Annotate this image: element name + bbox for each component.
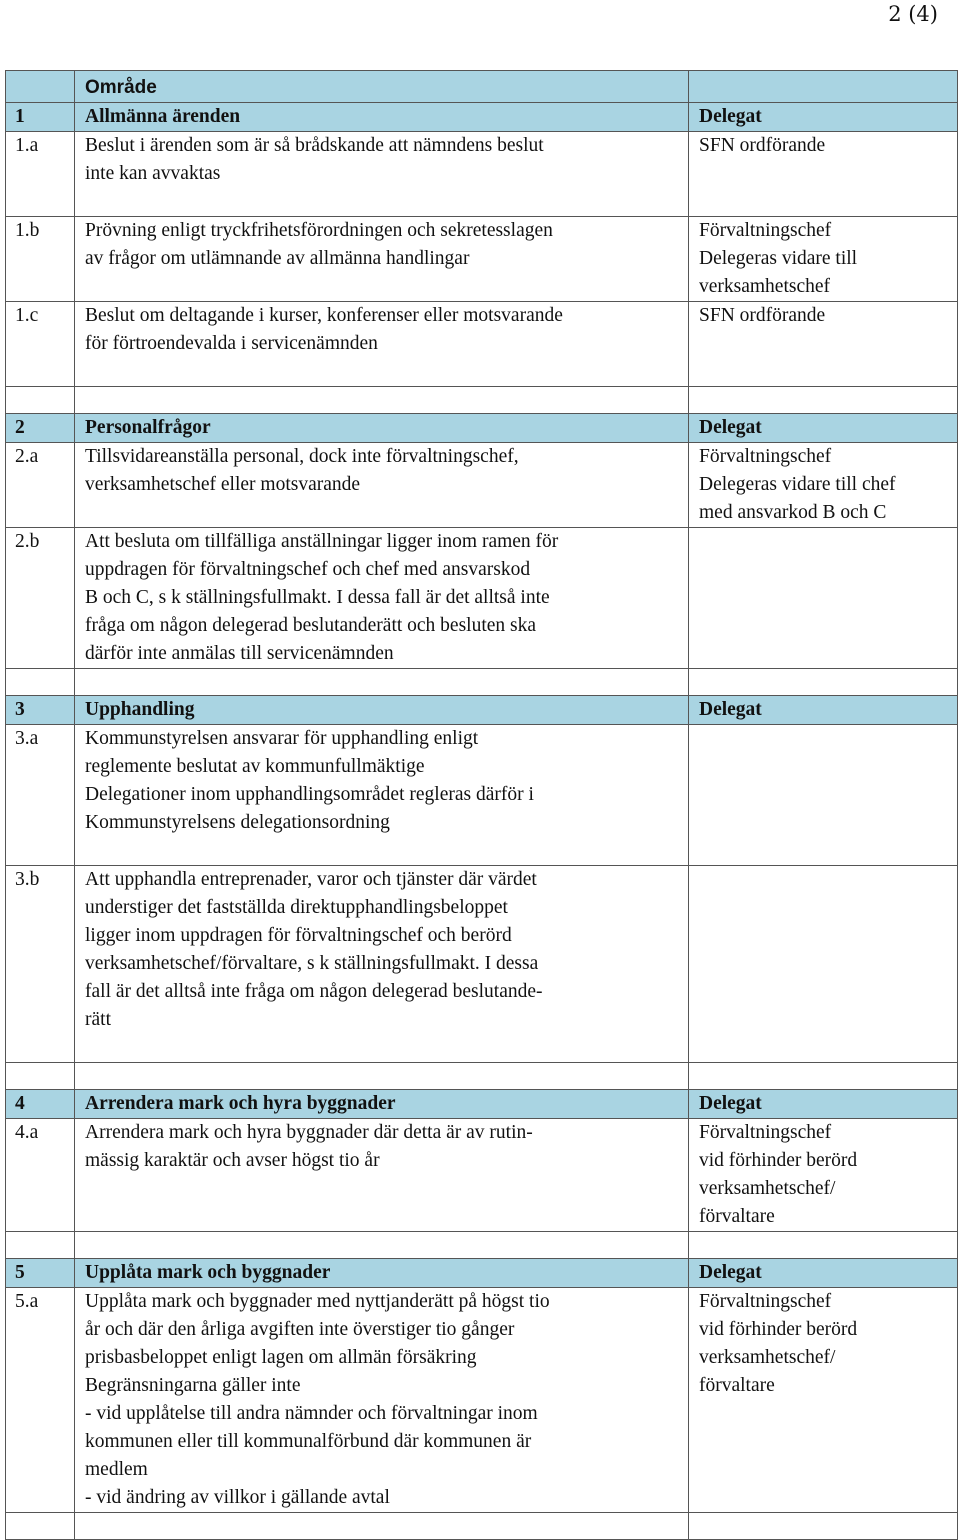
delegation-table [5, 70, 958, 1540]
delegate-header: Delegat [689, 1090, 958, 1119]
row-text: Tillsvidareanställa personal, dock inte förvaltningschef, verksamhetschef eller motsvarande [75, 443, 689, 528]
spacer-row [6, 669, 958, 696]
area-header: Område [75, 71, 689, 103]
row-text: Att besluta om tillfälliga anställningar ligger inom ramen för uppdragen för förvaltningschef och chef med ansvarskod B och C, s k ställningsfullmakt. I dessa fall är det alltså inte fråga om någon delegerad beslutanderätt och besluten ska därför inte anmälas till servicenämnden [75, 528, 689, 669]
section-number: 1 [6, 103, 75, 132]
section-header-row [6, 1090, 958, 1119]
row-text: Upplåta mark och byggnader med nyttjanderätt på högst tio år och där den årliga avgiften inte överstiger tio gånger prisbasbeloppet enligt lagen om allmän försäkring Begränsningarna gäller inte - vid upplåtelse till andra nämnder och förvaltningar inom kommunen eller till kommunalförbund där kommunen är medlem - vid ändring av villkor i gällande avtal [75, 1288, 689, 1513]
row-id: 1.a [6, 132, 75, 217]
row-delegate: Förvaltningschef Delegeras vidare till verksamhetschef [689, 217, 958, 302]
row-id: 3.b [6, 866, 75, 1063]
row-text: Beslut i ärenden som är så brådskande att nämndens beslut inte kan avvaktas [75, 132, 689, 217]
section-title: Upplåta mark och byggnader [75, 1259, 689, 1288]
section-header-row [6, 1259, 958, 1288]
row-text: Prövning enligt tryckfrihetsförordningen och sekretesslagen av frågor om utlämnande av allmänna handlingar [75, 217, 689, 302]
delegate-header: Delegat [689, 1259, 958, 1288]
table-row [6, 528, 958, 669]
area-header-empty [6, 71, 75, 103]
table-row [6, 217, 958, 302]
spacer-row [6, 1232, 958, 1259]
row-delegate [689, 528, 958, 669]
area-header-empty-right [689, 71, 958, 103]
delegate-header: Delegat [689, 414, 958, 443]
table-row [6, 302, 958, 387]
row-id: 1.c [6, 302, 75, 387]
section-header-row [6, 414, 958, 443]
row-text: Beslut om deltagande i kurser, konferenser eller motsvarande för förtroendevalda i servicenämnden [75, 302, 689, 387]
section-title: Allmänna ärenden [75, 103, 689, 132]
area-header-row [6, 71, 958, 103]
table-row [6, 443, 958, 528]
section-title: Arrendera mark och hyra byggnader [75, 1090, 689, 1119]
section-number: 2 [6, 414, 75, 443]
section-title: Personalfrågor [75, 414, 689, 443]
spacer-row [6, 1063, 958, 1090]
delegate-header: Delegat [689, 696, 958, 725]
row-delegate: Förvaltningschef vid förhinder berörd verksamhetschef/ förvaltare [689, 1119, 958, 1232]
row-delegate [689, 725, 958, 866]
section-header-row [6, 696, 958, 725]
section-number: 3 [6, 696, 75, 725]
row-delegate: Förvaltningschef Delegeras vidare till chef med ansvarkod B och C [689, 443, 958, 528]
table-row [6, 1119, 958, 1232]
table-row [6, 725, 958, 866]
row-delegate: SFN ordförande [689, 302, 958, 387]
row-delegate [689, 866, 958, 1063]
page-number: 2 (4) [888, 2, 938, 26]
row-id: 2.a [6, 443, 75, 528]
spacer-row [6, 387, 958, 414]
section-header-row [6, 103, 958, 132]
row-text: Kommunstyrelsen ansvarar för upphandling enligt reglemente beslutat av kommunfullmäktige Delegationer inom upphandlingsområdet regleras därför i Kommunstyrelsens delegationsordning [75, 725, 689, 866]
delegate-header: Delegat [689, 103, 958, 132]
section-title: Upphandling [75, 696, 689, 725]
section-number: 4 [6, 1090, 75, 1119]
table-row [6, 1288, 958, 1513]
row-id: 3.a [6, 725, 75, 866]
section-number: 5 [6, 1259, 75, 1288]
row-id: 4.a [6, 1119, 75, 1232]
row-delegate: Förvaltningschef vid förhinder berörd verksamhetschef/ förvaltare [689, 1288, 958, 1513]
table-row [6, 132, 958, 217]
row-delegate: SFN ordförande [689, 132, 958, 217]
row-text: Att upphandla entreprenader, varor och tjänster där värdet understiger det fastställda direktupphandlingsbeloppet ligger inom uppdragen för förvaltningschef och berörd verksamhetschef/förvaltare, s k ställningsfullmakt. I dessa fall är det alltså inte fråga om någon delegerad beslutande- rätt [75, 866, 689, 1063]
row-id: 2.b [6, 528, 75, 669]
table-row [6, 866, 958, 1063]
row-id: 1.b [6, 217, 75, 302]
spacer-row [6, 1513, 958, 1540]
row-text: Arrendera mark och hyra byggnader där detta är av rutin- mässig karaktär och avser högst tio år [75, 1119, 689, 1232]
row-id: 5.a [6, 1288, 75, 1513]
